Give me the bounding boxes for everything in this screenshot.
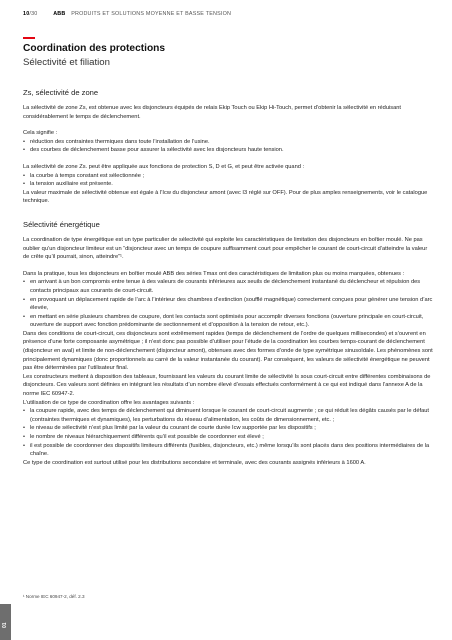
list-item: • en arrivant à un bon compromis entre tenue à des valeurs de courants inférieures aux seuils de déclenchement instantané du déclencheur et répulsion des contacts principaux aux courants de court-circuit.	[23, 278, 435, 295]
footnote: ¹ Norme IEC 60947-2, déf. 2.3	[23, 594, 85, 599]
page-subtitle: Sélectivité et filiation	[23, 57, 110, 68]
list-item: • la tension auxiliaire est présente.	[23, 180, 435, 189]
bullet-list	[23, 172, 435, 189]
paragraph: Dans la pratique, tous les disjoncteurs en boîtier moulé ABB des séries Tmax ont des caractéristiques de limitation plus ou moins marquées, obtenues :	[23, 270, 405, 277]
chapter-tab	[0, 604, 11, 640]
page-number: 10	[23, 11, 30, 17]
paragraph: La sélectivité de zone Zs, est obtenue avec les disjoncteurs équipés de relais Ekip Touch ou Ekip Hi-Touch, permet d’obtenir la sélectivité en réduisant considérablement le temps de déclenchement.	[23, 105, 402, 120]
bullet-list	[23, 138, 435, 155]
bullet-list	[23, 278, 435, 330]
accent-bar	[23, 37, 35, 39]
list-item: • le nombre de niveaux hiérarchiquement différents qu’il est possible de coordonner est élevé ;	[23, 433, 435, 442]
main-content	[23, 88, 435, 467]
list-item: • réduction des contraintes thermiques dans toute l’installation de l’usine.	[23, 138, 435, 147]
list-item: • la coupure rapide, avec des temps de déclenchement qui diminuent lorsque le courant de court-circuit augmente ; ce qui réduit les dégâts causés par le défaut (contraintes thermiques et dynamiques), les perturbations du réseau d’alimentation, les coûts de dimensionnement, etc. ;	[23, 407, 435, 424]
bullet-list	[23, 407, 435, 459]
list-item: • la courbe à temps constant est sélectionnée ;	[23, 172, 435, 181]
paragraph: Les constructeurs mettent à disposition des tableaux, fournissant les valeurs du courant limite de sélectivité Is sous court-circuit entre différentes combinaisons de disjoncteurs. Ces valeurs sont définies en intégrant les résultats d’un nombre élevé d’essais effectués conformément à ce qui est indiqué dans l’annexe A de la norme IEC 60947-2.	[23, 373, 431, 398]
paragraph: La coordination de type énergétique est un type particulier de sélectivité qui exploite les caractéristiques de limitation des disjoncteurs en boîtier moulé. Ne pas oublier qu’un disjoncteur limiteur est un “disjoncteur avec un temps de coupure suffisamment court pour empêcher le courant de court-circuit d’atteindre la valeur de crête qu’il pourrait, sinon, atteindre”¹.	[23, 236, 428, 261]
paragraph: L’utilisation de ce type de coordination offre les avantages suivants :	[23, 399, 195, 406]
paragraph: La sélectivité de zone Zs. peut être appliquée aux fonctions de protection S, D et G, et peut être activée quand :	[23, 163, 305, 170]
chapter-number: 01	[2, 622, 8, 628]
list-item: • en mettant en série plusieurs chambres de coupure, dont les contacts sont optimisés pour accomplir diverses fonctions (ouverture principale en court-circuit, ouverture de support avec fonction prédominante de sectionnement et d’opposition à la tension de retour, etc.).	[23, 313, 435, 330]
list-item: • le niveau de sélectivité n’est plus limité par la valeur du courant de courte durée Icw supportée par les dispositifs ;	[23, 424, 435, 433]
paragraph-label: Cela signifie :	[23, 130, 58, 137]
page-total: /30	[29, 11, 38, 17]
brand-name: ABB	[53, 11, 66, 17]
paragraph: Ce type de coordination est surtout utilisé pour les distributions secondaire et terminale, avec des courants assignés inférieurs à 1600 A.	[23, 459, 366, 466]
list-item: • il est possible de coordonner des dispositifs limiteurs différents (fusibles, disjoncteurs, etc.) même lorsqu’ils sont placés dans des positions intermédiaires de la chaîne.	[23, 442, 435, 459]
list-item: • en provoquant un déplacement rapide de l’arc à l’intérieur des chambres d’extinction (soufflé magnétique) correctement conçues pour générer une tension d’arc élevée,	[23, 296, 435, 313]
document-title: PRODUITS ET SOLUTIONS MOYENNE ET BASSE TENSION	[71, 11, 232, 17]
section-heading-zone: Zs, sélectivité de zone	[23, 88, 99, 97]
paragraph: Dans des conditions de court-circuit, ces disjoncteurs sont extrêmement rapides (temps de déclenchement de l’ordre de quelques millisecondes) et s’ouvrent en présence d’une forte composante asymétrique ; il n’est donc pas possible d’utiliser pour l’étude de la coordination les courbes temps-courant de déclenchement (disjoncteur en aval) et limite de non-déclenchement (disjoncteur amont), obtenues avec des formes d’onde de type symétrique sinusoïdale. Les phénomènes sont principalement dynamiques (donc proportionnels au carré de la valeur instantanée du courant). Par conséquent, les valeurs de sélectivité énergétique ne peuvent pas être déterminées par l’utilisateur final.	[23, 330, 433, 372]
paragraph: La valeur maximale de sélectivité obtenue est égale à l’Icw du disjoncteur amont (avec I3 réglé sur OFF). Pour de plus amples renseignements, voir le catalogue technique.	[23, 189, 428, 205]
section-heading-energy: Sélectivité énergétique	[23, 219, 100, 229]
page-title: Coordination des protections	[23, 43, 166, 54]
list-item: • des courbes de déclenchement basse pour assurer la sélectivité avec les disjoncteurs haute tension.	[23, 146, 435, 155]
page-header	[23, 11, 433, 17]
